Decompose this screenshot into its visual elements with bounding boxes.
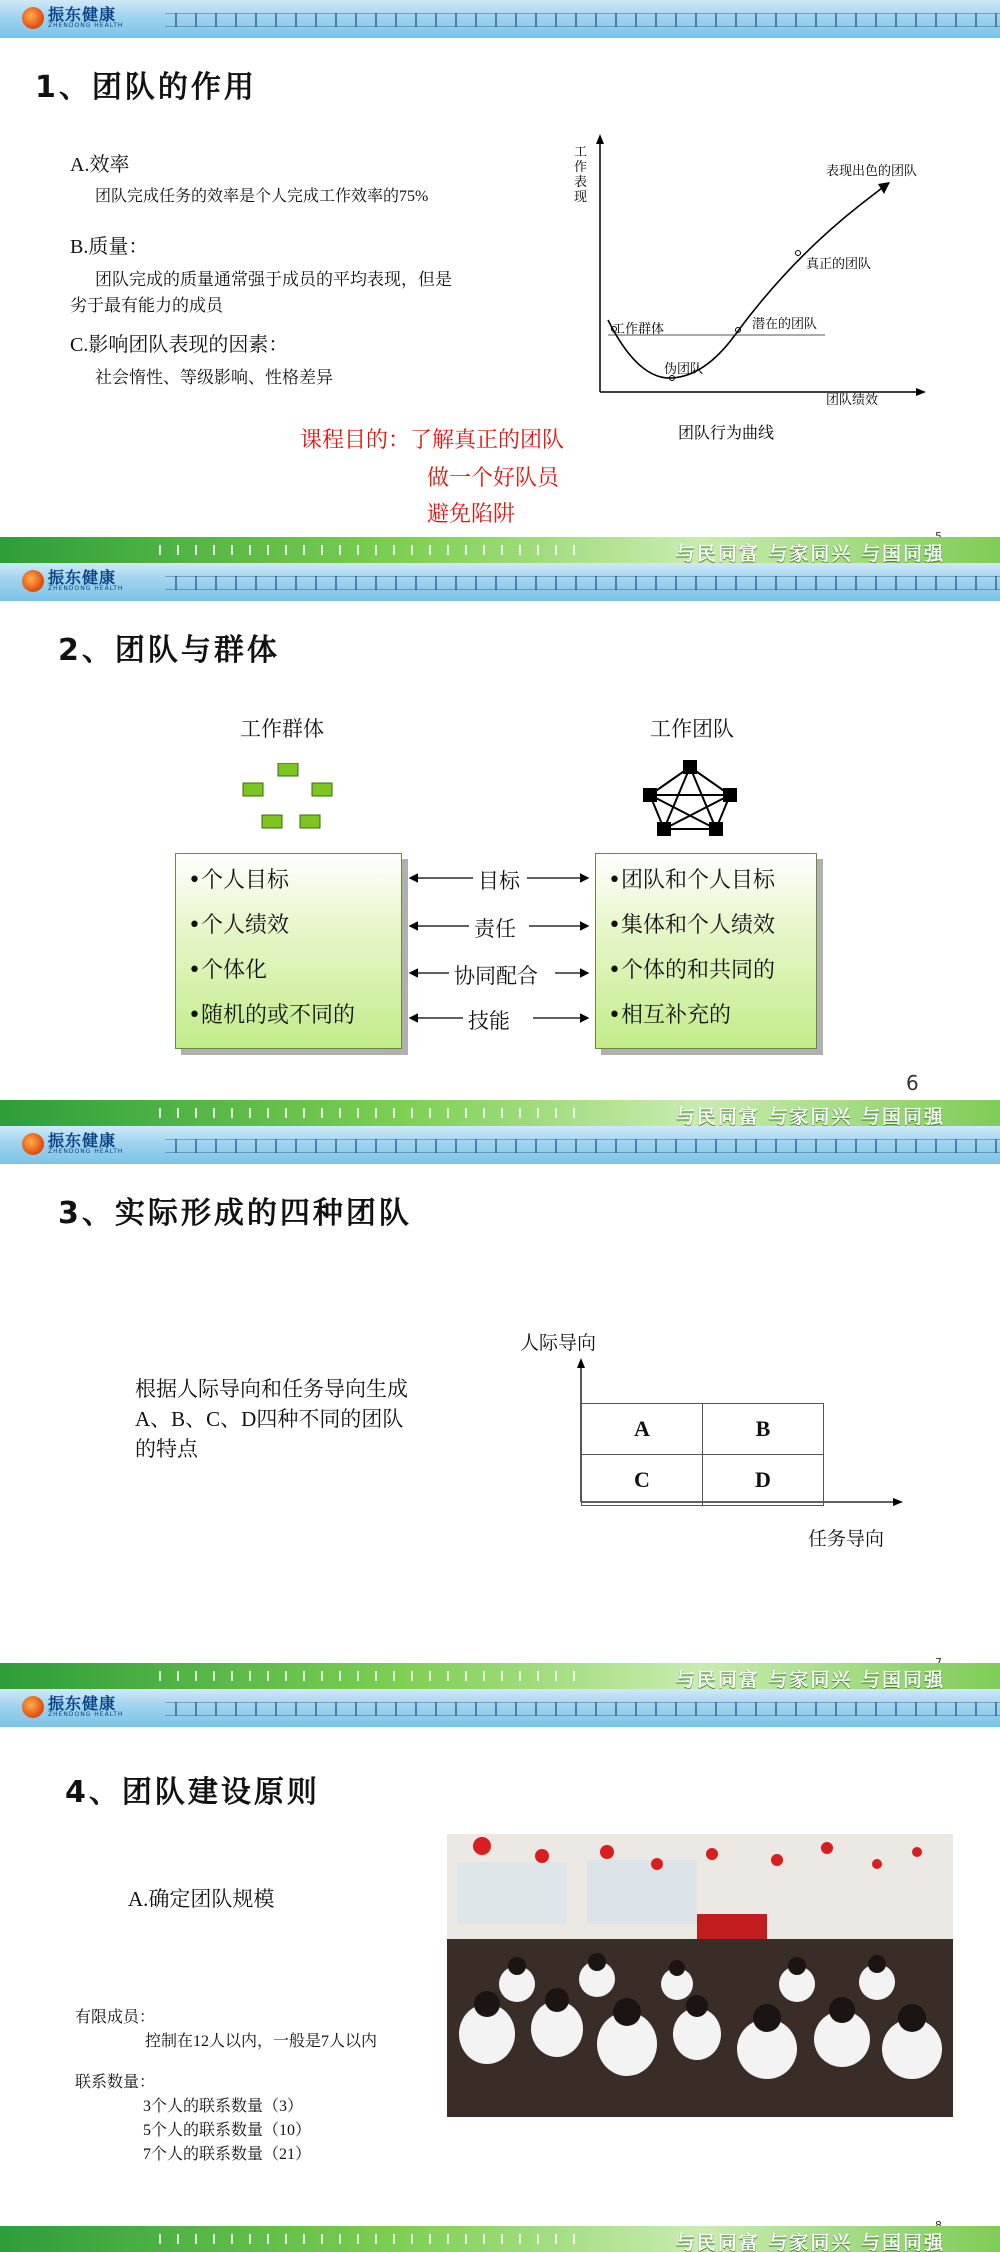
header-chain-decoration <box>165 1702 1000 1716</box>
team-item-3: •个体的和共同的 <box>608 958 775 983</box>
grid-cell-a: A <box>582 1404 703 1455</box>
work-group-box <box>175 853 402 1049</box>
footer-bar <box>0 1663 1000 1689</box>
ylabel-char-3: 表 <box>574 175 588 190</box>
team-type-grid <box>581 1403 824 1506</box>
group-item-1: •个人目标 <box>188 868 289 893</box>
team-item-2: •集体和个人绩效 <box>608 913 775 938</box>
header-chain-decoration <box>165 13 1000 27</box>
brand-name: 振东健康 <box>48 1131 117 1150</box>
training-session-photo <box>447 1834 953 2117</box>
limited-members-text: 控制在12人以内，一般是7人以内 <box>145 2033 378 2050</box>
team-item-4: •相互补充的 <box>608 1003 731 1028</box>
section-b-body-2: 劣于最有能力的成员 <box>70 296 223 315</box>
footer-bar <box>0 1100 1000 1126</box>
slide-3 <box>0 1126 1000 1689</box>
team-types-desc-3: 的特点 <box>135 1437 198 1461</box>
section-b-body-1: 团队完成的质量通常强于成员的平均表现，但是 <box>95 270 452 289</box>
label-real-team: 真正的团队 <box>806 257 872 272</box>
mid-label-skill: 技能 <box>468 1009 510 1033</box>
team-types-desc-1: 根据人际导向和任务导向生成 <box>135 1377 408 1401</box>
grid-cell-d: D <box>703 1455 824 1506</box>
brand-name: 振东健康 <box>48 568 117 587</box>
brand-name-en: ZHENDONG HEALTH <box>48 1148 124 1155</box>
section-c-heading: C.影响团队表现的因素： <box>70 334 289 356</box>
group-item-3: •个体化 <box>188 958 267 983</box>
logo-icon <box>22 1696 44 1718</box>
section-b-heading: B.质量： <box>70 236 149 258</box>
page-number: 6 <box>906 1071 919 1095</box>
scattered-squares-icon <box>240 763 340 833</box>
section-a-heading: A.效率 <box>70 154 130 176</box>
logo-icon <box>22 7 44 29</box>
footer-slogan: 与民同富 与家同兴 与国同强 <box>675 1669 945 1689</box>
y-axis-label: 人际导向 <box>520 1332 597 1354</box>
header-bar <box>0 1126 1000 1164</box>
grid-cell-b: B <box>703 1404 824 1455</box>
team-types-desc-2: A、B、C、D四种不同的团队 <box>135 1407 404 1431</box>
slide-title: 1、团队的作用 <box>35 70 257 105</box>
curve-arrowhead <box>878 182 890 194</box>
footer-chain-decoration <box>150 1108 590 1118</box>
footer-slogan: 与民同富 与家同兴 与国同强 <box>675 543 945 563</box>
header-bar <box>0 0 1000 38</box>
slide-2 <box>0 563 1000 1126</box>
section-a-body: 团队完成任务的效率是个人完成工作效率的75% <box>95 188 429 205</box>
brand-name-en: ZHENDONG HEALTH <box>48 22 124 29</box>
footer-slogan: 与民同富 与家同兴 与国同强 <box>675 2232 945 2252</box>
header-chain-decoration <box>165 1139 1000 1153</box>
ylabel-char-1: 工 <box>574 145 588 160</box>
grid-cell-c: C <box>582 1455 703 1506</box>
contact-count-5: 5个人的联系数量（10） <box>143 2122 312 2139</box>
work-team-box <box>595 853 817 1049</box>
team-curve-chart <box>560 130 980 470</box>
course-goal-line3: 避免陷阱 <box>427 502 516 527</box>
brand-logo <box>22 6 123 30</box>
footer-chain-decoration <box>150 2234 590 2244</box>
slide-1 <box>0 0 1000 563</box>
work-team-header: 工作团队 <box>650 717 734 741</box>
label-potential-team: 潜在的团队 <box>752 317 818 332</box>
slide-title: 4、团队建设原则 <box>65 1775 320 1810</box>
header-chain-decoration <box>165 576 1000 590</box>
connected-network-icon <box>640 759 740 839</box>
brand-logo <box>22 1695 123 1719</box>
label-work-group: 工作群体 <box>612 322 665 337</box>
footer-slogan: 与民同富 与家同兴 与国同强 <box>675 1106 945 1126</box>
ylabel-char-2: 作 <box>574 160 588 175</box>
slide-title: 3、实际形成的四种团队 <box>58 1196 412 1231</box>
section-c-body: 社会惰性、等级影响、性格差异 <box>95 368 333 387</box>
training-photo-illustration <box>447 1834 953 2117</box>
slide-4 <box>0 1689 1000 2252</box>
header-bar <box>0 1689 1000 1727</box>
mid-label-duty: 责任 <box>474 917 516 941</box>
limited-members-label: 有限成员： <box>75 2009 156 2026</box>
work-group-header: 工作群体 <box>240 717 324 741</box>
x-axis-label: 任务导向 <box>808 1528 885 1550</box>
course-goal-line2: 做一个好队员 <box>427 466 560 491</box>
brand-name: 振东健康 <box>48 5 117 24</box>
label-pseudo-team: 伪团队 <box>664 362 704 377</box>
header-bar <box>0 563 1000 601</box>
team-size-heading: A.确定团队规模 <box>128 1887 275 1911</box>
course-goal-line1: 课程目的：了解真正的团队 <box>300 428 565 453</box>
brand-name-en: ZHENDONG HEALTH <box>48 1711 124 1718</box>
chart-ylabel <box>574 145 591 205</box>
mid-label-goal: 目标 <box>478 869 520 893</box>
brand-logo <box>22 569 123 593</box>
team-item-1: •团队和个人目标 <box>608 868 775 893</box>
brand-name: 振东健康 <box>48 1694 117 1713</box>
label-high-team: 表现出色的团队 <box>826 164 918 179</box>
footer-bar <box>0 2226 1000 2252</box>
ylabel-char-4: 现 <box>574 190 588 205</box>
contact-count-3: 3个人的联系数量（3） <box>143 2098 304 2115</box>
contact-count-7: 7个人的联系数量（21） <box>143 2146 312 2163</box>
mid-label-coop: 协同配合 <box>454 964 538 988</box>
chart-xlabel: 团队绩效 <box>826 393 879 408</box>
chart-caption: 团队行为曲线 <box>678 423 775 442</box>
y-axis <box>596 134 604 392</box>
brand-logo <box>22 1132 123 1156</box>
footer-bar <box>0 537 1000 563</box>
logo-icon <box>22 570 44 592</box>
footer-chain-decoration <box>150 545 590 555</box>
slide-title: 2、团队与群体 <box>58 633 280 668</box>
group-item-4: •随机的或不同的 <box>188 1003 355 1028</box>
contact-count-label: 联系数量： <box>75 2074 156 2091</box>
footer-chain-decoration <box>150 1671 590 1681</box>
group-item-2: •个人绩效 <box>188 913 289 938</box>
brand-name-en: ZHENDONG HEALTH <box>48 585 124 592</box>
logo-icon <box>22 1133 44 1155</box>
performance-curve <box>608 188 882 378</box>
marker-real-team <box>796 251 801 256</box>
